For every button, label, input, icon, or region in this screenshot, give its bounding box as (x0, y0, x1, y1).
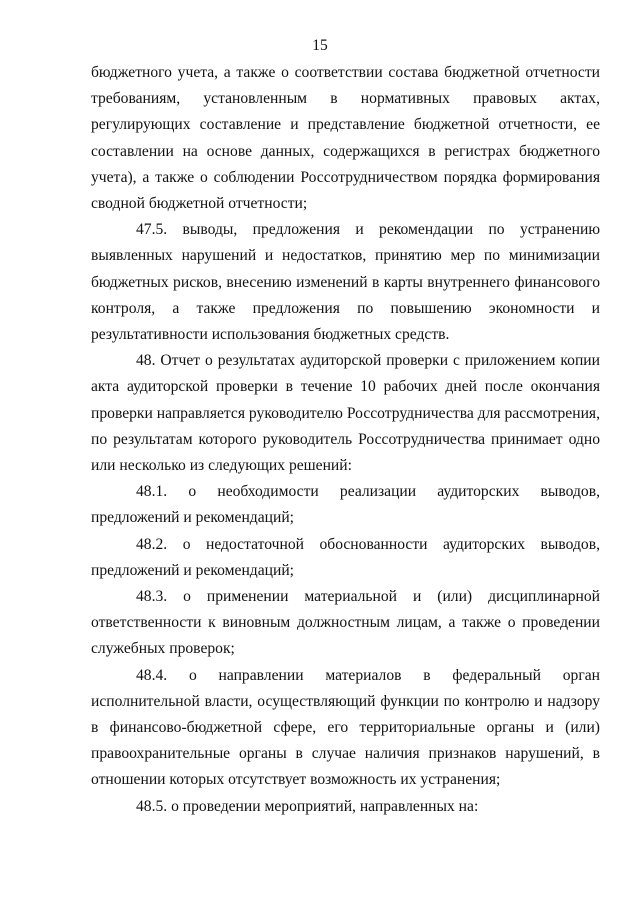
paragraph-48-2: 48.2. о недостаточной обоснованности аудиторских выводов, предложений и рекомендаций; (91, 535, 600, 579)
paragraph-48-1: 48.1. о необходимости реализации аудиторских выводов, предложений и рекомендаций; (91, 483, 600, 527)
document-body (91, 60, 600, 820)
paragraph-48-4: 48.4. о направлении материалов в федеральный орган исполнительной власти, осуществляющий функции по контролю и надзору в финансово-бюджетной сфере, его территориальные органы и (или) правоохранительные органы в случае наличия признаков нарушений, в отношении которых отсутствует возможность их устранения; (91, 666, 600, 789)
paragraph-48-3: 48.3. о применении материальной и (или) дисциплинарной ответственности к виновным должностным лицам, а также о проведении служебных проверок; (91, 588, 600, 658)
page-number: 15 (312, 37, 328, 54)
paragraph-48: 48. Отчет о результатах аудиторской проверки с приложением копии акта аудиторской проверки в течение 10 рабочих дней после окончания проверки направляется руководителю Россотрудничества для рассмотрения, по результатам которого руководитель Россотрудничества принимает одно или несколько из следующих решений: (91, 352, 600, 475)
paragraph-continuation: бюджетного учета, а также о соответствии состава бюджетной отчетности требованиям, установленным в нормативных правовых актах, регулирующих составление и представление бюджетной отчетности, ее составлении на основе данных, содержащихся в регистрах бюджетного учета), а также о соблюдении Россотрудничеством порядка формирования сводной бюджетной отчетности; (91, 64, 600, 213)
paragraph-47-5: 47.5. выводы, предложения и рекомендации по устранению выявленных нарушений и недостатков, принятию мер по минимизации бюджетных рисков, внесению изменений в карты внутреннего финансового контроля, а также предложения по повышению экономности и результативности использования бюджетных средств. (91, 221, 600, 344)
paragraph-48-5: 48.5. о проведении мероприятий, направленных на: (136, 797, 479, 815)
